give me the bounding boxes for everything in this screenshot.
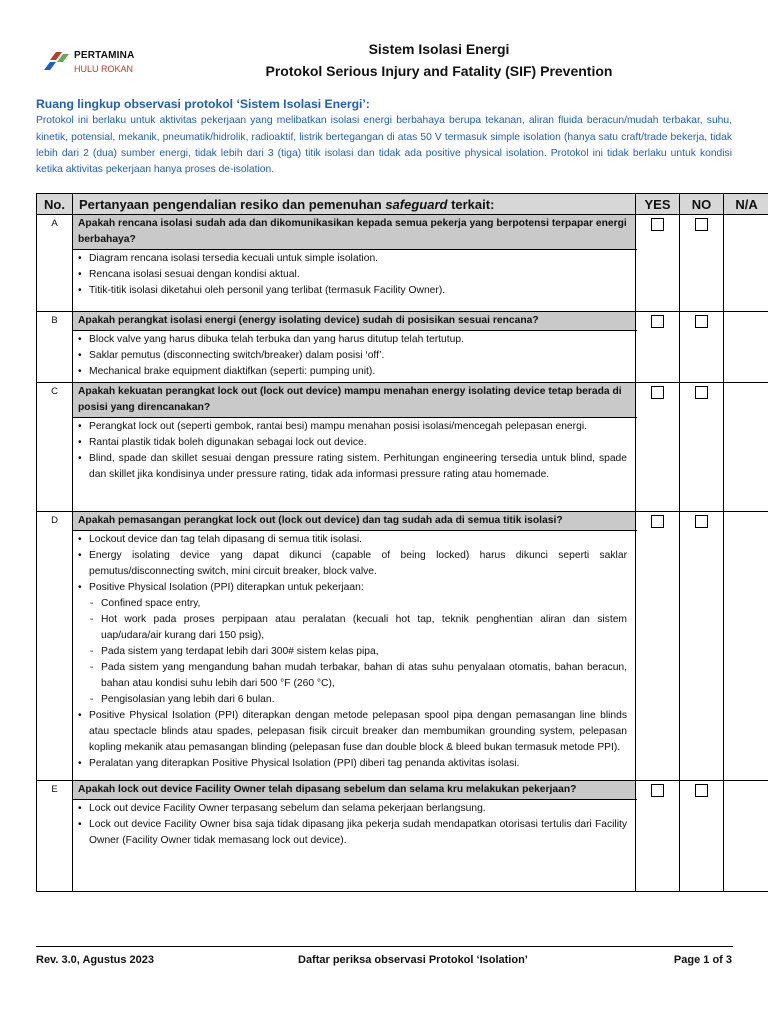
list-item: • Peralatan yang diterapkan Positive Physical Isolation (PPI) diberi tag penanda aktivitas isolasi. — [77, 756, 627, 772]
checkbox-no[interactable] — [695, 218, 708, 231]
list-item: - Pengisolasian yang lebih dari 6 bulan. — [77, 692, 627, 708]
checkbox-no[interactable] — [695, 386, 708, 399]
answer-cell-no — [680, 215, 724, 312]
list-item: • Rencana isolasi sesuai dengan kondisi aktual. — [77, 267, 627, 283]
question-text: Apakah lock out device Facility Owner telah dipasang sebelum dan selama kru melakukan pekerjaan? — [73, 781, 636, 800]
header-no: No. — [37, 194, 73, 215]
header-na: N/A — [724, 194, 768, 215]
list-item: - Hot work pada proses perpipaan atau peralatan (kecuali hot tap, teknik penghentian aliran dan sistem uap/udara/air kurang dari 150 psig), — [77, 612, 627, 644]
list-item: - Pada sistem yang mengandung bahan mudah terbakar, bahan di atas suhu penyalaan otomatis, bahan beracun, bahan atau kondisi suhu lebih dari 500 °F (260 °C), — [77, 660, 627, 692]
checkbox-yes[interactable] — [651, 315, 664, 328]
criteria-list — [73, 800, 636, 892]
title-line-1: Sistem Isolasi Energi — [368, 41, 510, 57]
footer-revision: Rev. 3.0, Agustus 2023 — [36, 954, 154, 966]
logo-sub-text: HULU ROKAN — [74, 64, 134, 74]
logo-brand-text: PERTAMINA — [74, 50, 135, 61]
footer-doc-name: Daftar periksa observasi Protokol ‘Isolation’ — [298, 954, 528, 966]
scope-heading: Ruang lingkup observasi protokol ‘Sistem Isolasi Energi’: — [36, 97, 370, 111]
section-id: E — [37, 781, 73, 892]
criteria-list — [73, 331, 636, 383]
header-no-col: NO — [680, 194, 724, 215]
list-item: • Lockout device dan tag telah dipasang di semua titik isolasi. — [77, 532, 627, 548]
header-question-prefix: Pertanyaan pengendalian resiko dan pemenuhan — [79, 196, 386, 212]
title-line-2: Protokol Serious Injury and Fatality (SIF) Prevention — [265, 63, 613, 79]
list-item: - Confined space entry, — [77, 596, 627, 612]
list-item: • Lock out device Facility Owner bisa saja tidak dipasang jika pekerja sudah mendapatkan otorisasi tertulis dari Facility Owner (Facility Owner tidak memasang lock out device). — [77, 817, 627, 849]
answer-cell-na — [724, 512, 768, 781]
section-id: A — [37, 215, 73, 312]
answer-cell-yes — [636, 781, 680, 892]
checkbox-yes[interactable] — [651, 515, 664, 528]
answer-cell-yes — [636, 512, 680, 781]
table-header-row — [37, 194, 768, 215]
header-yes: YES — [636, 194, 680, 215]
question-row — [37, 512, 768, 531]
list-item: • Lock out device Facility Owner terpasang sebelum dan selama pekerjaan berlangsung. — [77, 801, 627, 817]
answer-cell-yes — [636, 215, 680, 312]
criteria-items — [77, 801, 627, 849]
checklist-body — [37, 215, 768, 892]
list-item: • Energy isolating device yang dapat dikunci (capable of being locked) harus dikunci seperti saklar pemutus/disconnecting switch, mini circuit breaker, block valve. — [77, 548, 627, 580]
answer-cell-yes — [636, 312, 680, 383]
answer-cell-na — [724, 312, 768, 383]
answer-cell-na — [724, 215, 768, 312]
answer-cell-no — [680, 312, 724, 383]
list-item: • Positive Physical Isolation (PPI) diterapkan dengan metode pelepasan spool pipa dengan pemasangan line blinds atau spectacle blinds atau spades, pelepasan fisik circuit breaker dan membumikan grounding system, pelepasan kopling mekanik atau pemasangan blinding (pelepasan fuse dan double block & bleed bukan termasuk metode PPI). — [77, 708, 627, 756]
answer-cell-na — [724, 383, 768, 512]
checkbox-yes[interactable] — [651, 784, 664, 797]
pertamina-logo-icon — [40, 48, 70, 74]
question-row — [37, 781, 768, 800]
criteria-list — [73, 250, 636, 312]
checkbox-no[interactable] — [695, 784, 708, 797]
answer-cell-na — [724, 781, 768, 892]
checkbox-yes[interactable] — [651, 218, 664, 231]
list-item: • Blind, spade dan skillet sesuai dengan pressure rating sistem. Perhitungan engineering tersedia untuk blind, spade dan skillet jika kondisinya under pressure rating, tidak ada informasi pressure rating atau homemade. — [77, 451, 627, 483]
criteria-items — [77, 251, 627, 299]
checkbox-yes[interactable] — [651, 386, 664, 399]
list-item: - Pada sistem yang terdapat lebih dari 300# sistem kelas pipa, — [77, 644, 627, 660]
question-row — [37, 215, 768, 250]
question-row — [37, 383, 768, 418]
list-item: • Saklar pemutus (disconnecting switch/breaker) dalam posisi ‘off’. — [77, 348, 627, 364]
question-text: Apakah pemasangan perangkat lock out (lock out device) dan tag sudah ada di semua titik isolasi? — [73, 512, 636, 531]
footer-divider — [36, 946, 733, 947]
company-logo — [40, 44, 150, 80]
section-id: B — [37, 312, 73, 383]
list-item: • Rantai plastik tidak boleh digunakan sebagai lock out device. — [77, 435, 627, 451]
list-item: • Mechanical brake equipment diaktifkan (seperti: pumping unit). — [77, 364, 627, 380]
criteria-items — [77, 332, 627, 380]
list-item: • Positive Physical Isolation (PPI) diterapkan untuk pekerjaan: — [77, 580, 627, 596]
header-question-suffix: terkait: — [447, 196, 495, 212]
list-item: • Titik-titik isolasi diketahui oleh personil yang terlibat (termasuk Facility Owner). — [77, 283, 627, 299]
scope-body: Protokol ini berlaku untuk aktivitas pekerjaan yang melibatkan isolasi energi berbahaya berupa tekanan, aliran fluida beracun/mudah terbakar, suhu, kinetik, potensial, mekanik, pneumatik/hidrolik, radioaktif, listrik bertegangan di atas 50 V termasuk simple isolation (hanya satu craft/trade bekerja, tidak lebih dari 2 (dua) sumber energi, tidak lebih dari 3 (tiga) titik isolasi dan tidak ada positive physical isolation. Protokol ini tidak berlaku untuk kondisi ketika aktivitas pekerjaan hanya proses de-isolation. — [36, 115, 732, 176]
section-id: C — [37, 383, 73, 512]
list-item: • Block valve yang harus dibuka telah terbuka dan yang harus ditutup telah tertutup. — [77, 332, 627, 348]
criteria-items — [77, 419, 627, 483]
section-id: D — [37, 512, 73, 781]
list-item: • Diagram rencana isolasi tersedia kecuali untuk simple isolation. — [77, 251, 627, 267]
scope-section — [36, 96, 732, 178]
question-text: Apakah kekuatan perangkat lock out (lock out device) mampu menahan energy isolating device tetap berada di posisi yang direncanakan? — [73, 383, 636, 418]
header-question — [73, 194, 636, 215]
question-row — [37, 312, 768, 331]
answer-cell-no — [680, 781, 724, 892]
criteria-list — [73, 531, 636, 781]
answer-cell-no — [680, 383, 724, 512]
header-question-em: safeguard — [385, 196, 448, 212]
question-text: Apakah perangkat isolasi energi (energy isolating device) sudah di posisikan sesuai rencana? — [73, 312, 636, 331]
criteria-list — [73, 418, 636, 512]
criteria-items — [77, 532, 627, 772]
checkbox-no[interactable] — [695, 515, 708, 528]
answer-cell-no — [680, 512, 724, 781]
answer-cell-yes — [636, 383, 680, 512]
document-title — [170, 38, 708, 82]
checkbox-no[interactable] — [695, 315, 708, 328]
list-item: • Perangkat lock out (seperti gembok, rantai besi) mampu menahan posisi isolasi/mencegah pelepasan energi. — [77, 419, 627, 435]
footer-page: Page 1 of 3 — [673, 954, 732, 966]
checklist-table — [36, 193, 768, 892]
question-text: Apakah rencana isolasi sudah ada dan dikomunikasikan kepada semua pekerja yang berpotensi terpapar energi berbahaya? — [73, 215, 636, 250]
